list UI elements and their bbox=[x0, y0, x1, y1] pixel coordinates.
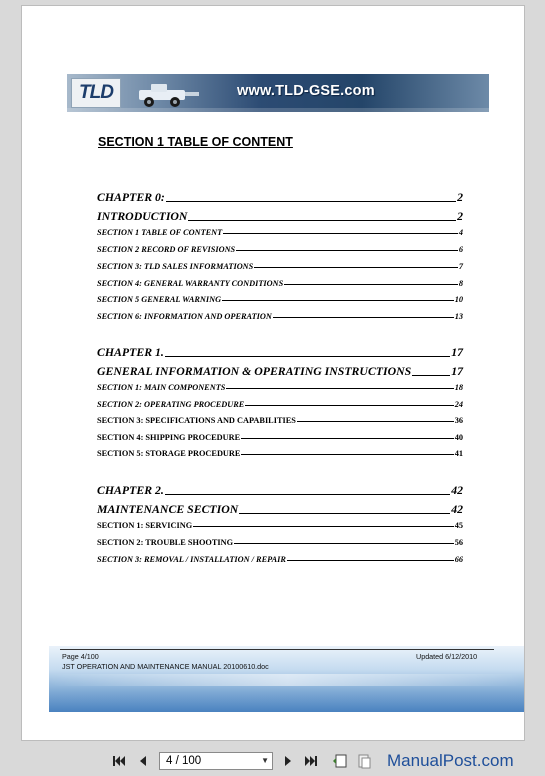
footer-updated-date: Updated 6/12/2010 bbox=[416, 652, 478, 661]
toc-leader-line bbox=[226, 388, 453, 389]
toc-leader-line bbox=[222, 300, 454, 301]
banner-url: www.TLD-GSE.com bbox=[237, 83, 375, 99]
toc-leader-line bbox=[193, 526, 454, 527]
single-page-icon[interactable] bbox=[356, 753, 372, 769]
toc-leader-line bbox=[287, 560, 454, 561]
tld-logo: TLD bbox=[71, 78, 121, 108]
toc-entry-label: SECTION 5: STORAGE PROCEDURE bbox=[97, 449, 241, 458]
toc-entry-label: CHAPTER 2. bbox=[97, 483, 164, 497]
toc-entry bbox=[97, 416, 463, 425]
toc-entry bbox=[97, 449, 463, 458]
toc-leader-line bbox=[239, 513, 450, 514]
toc-entry-page: 17 bbox=[451, 345, 463, 359]
toc-entry-page: 7 bbox=[458, 262, 463, 271]
toc-entry-label: CHAPTER 0: bbox=[97, 190, 165, 204]
page-title: SECTION 1 TABLE OF CONTENT bbox=[98, 135, 293, 149]
toc-entry-label: SECTION 2 RECORD OF REVISIONS bbox=[97, 245, 236, 254]
toc-entry-label: SECTION 3: REMOVAL / INSTALLATION / REPAIR bbox=[97, 555, 286, 564]
toc-entry-label: SECTION 2: TROUBLE SHOOTING bbox=[97, 538, 234, 547]
toc-entry bbox=[97, 538, 463, 547]
toc-leader-line bbox=[234, 543, 454, 544]
toc-entry-page: 42 bbox=[451, 502, 463, 516]
toc-entry-page: 42 bbox=[451, 483, 463, 497]
toc-entry-page: 8 bbox=[458, 279, 463, 288]
toc-entry-page: 10 bbox=[454, 295, 463, 304]
toc-leader-line bbox=[223, 233, 458, 234]
toc-entry bbox=[97, 209, 463, 224]
toc-entry bbox=[97, 383, 463, 392]
toc-entry bbox=[97, 502, 463, 517]
fit-width-icon[interactable] bbox=[332, 753, 348, 769]
last-page-icon[interactable] bbox=[303, 753, 319, 769]
toc-leader-line bbox=[241, 438, 454, 439]
toc-entry-page: 18 bbox=[454, 383, 463, 392]
toc-entry-label: SECTION 1 TABLE OF CONTENT bbox=[97, 228, 223, 237]
prev-page-icon[interactable] bbox=[135, 753, 151, 769]
tractor-icon bbox=[133, 82, 203, 108]
toc-entry-label: SECTION 3: TLD SALES INFORMATIONS bbox=[97, 262, 254, 271]
toc-entry-page: 41 bbox=[454, 449, 463, 458]
toc-leader-line bbox=[273, 317, 454, 318]
page-indicator: 4 / 100 bbox=[166, 755, 202, 767]
toc-entry-label: CHAPTER 1. bbox=[97, 345, 164, 359]
toc-entry bbox=[97, 190, 463, 205]
toc-entry bbox=[97, 483, 463, 498]
toc-entry-label: SECTION 3: SPECIFICATIONS AND CAPABILITIES bbox=[97, 416, 296, 425]
toc-entry-page: 17 bbox=[451, 364, 463, 378]
toc-entry-label: INTRODUCTION bbox=[97, 209, 188, 223]
toc-entry bbox=[97, 345, 463, 360]
toc-entry bbox=[97, 312, 463, 321]
toc-entry bbox=[97, 262, 463, 271]
toc-leader-line bbox=[241, 454, 453, 455]
toc-leader-line bbox=[245, 405, 453, 406]
toc-entry-page: 6 bbox=[458, 245, 463, 254]
toc-entry-label: SECTION 2: OPERATING PROCEDURE bbox=[97, 400, 245, 409]
toc-leader-line bbox=[297, 421, 454, 422]
toc-entry bbox=[97, 295, 463, 304]
banner-strip bbox=[67, 108, 489, 112]
toc-leader-line bbox=[254, 267, 458, 268]
footer-page-number: Page 4/100 bbox=[62, 652, 99, 661]
toc-entry-label: SECTION 1: SERVICING bbox=[97, 521, 193, 530]
toc-entry bbox=[97, 433, 463, 442]
toc-entry bbox=[97, 245, 463, 254]
document-page bbox=[21, 5, 525, 741]
toc-entry-label: SECTION 4: SHIPPING PROCEDURE bbox=[97, 433, 241, 442]
watermark: ManualPost.com bbox=[387, 751, 514, 770]
toc-leader-line bbox=[165, 356, 450, 357]
page-number-input[interactable] bbox=[159, 752, 273, 770]
toc-entry bbox=[97, 555, 463, 564]
toc-entry-page: 40 bbox=[454, 433, 463, 442]
toc-entry-page: 45 bbox=[454, 521, 463, 530]
toc-entry bbox=[97, 228, 463, 237]
footer-divider bbox=[60, 649, 494, 650]
toc-entry bbox=[97, 364, 463, 379]
footer-filename: JST OPERATION AND MAINTENANCE MANUAL 20100610.doc bbox=[62, 662, 269, 671]
toc-entry-label: GENERAL INFORMATION & OPERATING INSTRUCTIONS bbox=[97, 364, 412, 378]
toc-entry-page: 2 bbox=[457, 209, 463, 223]
toc-entry-page: 13 bbox=[454, 312, 463, 321]
toc-entry bbox=[97, 521, 463, 530]
toc-entry bbox=[97, 279, 463, 288]
toc-entry-page: 66 bbox=[454, 555, 463, 564]
toc-entry-label: SECTION 6: INFORMATION AND OPERATION bbox=[97, 312, 272, 321]
toc-leader-line bbox=[284, 284, 458, 285]
toc-entry-label: SECTION 1: MAIN COMPONENTS bbox=[97, 383, 226, 392]
toc-leader-line bbox=[236, 250, 458, 251]
toc-entry-page: 56 bbox=[454, 538, 463, 547]
toc-leader-line bbox=[412, 375, 450, 376]
toc-leader-line bbox=[165, 494, 450, 495]
toc-entry-label: MAINTENANCE SECTION bbox=[97, 502, 239, 516]
first-page-icon[interactable] bbox=[111, 753, 127, 769]
toc-entry bbox=[97, 400, 463, 409]
next-page-icon[interactable] bbox=[280, 753, 296, 769]
toc-entry-page: 4 bbox=[458, 228, 463, 237]
toc-leader-line bbox=[188, 220, 456, 221]
toc-entry-label: SECTION 5 GENERAL WARNING bbox=[97, 295, 222, 304]
header-banner bbox=[67, 74, 489, 112]
toc-entry-label: SECTION 4: GENERAL WARRANTY CONDITIONS bbox=[97, 279, 284, 288]
toc-leader-line bbox=[166, 201, 456, 202]
chevron-down-icon[interactable]: ▼ bbox=[261, 756, 269, 765]
toc-entry-page: 24 bbox=[454, 400, 463, 409]
toc-entry-page: 2 bbox=[457, 190, 463, 204]
viewer-toolbar bbox=[0, 745, 545, 776]
toc-entry-page: 36 bbox=[454, 416, 463, 425]
